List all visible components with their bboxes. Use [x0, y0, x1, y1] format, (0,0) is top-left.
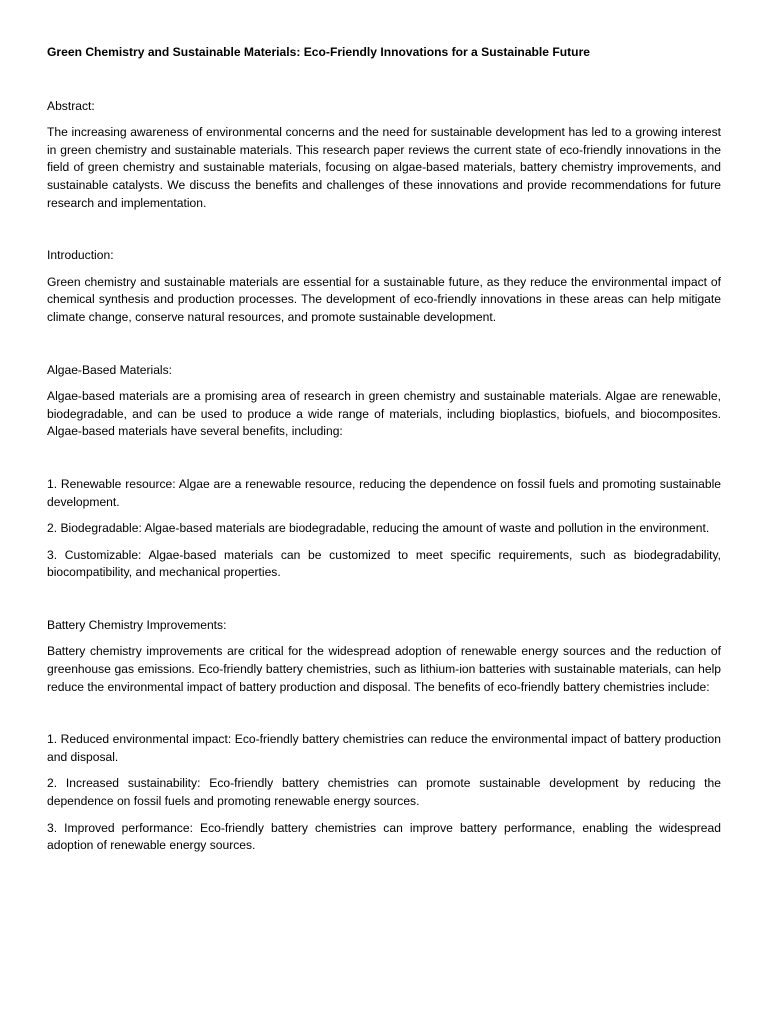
section-heading-battery: Battery Chemistry Improvements: [47, 617, 227, 632]
list-item: 2. Increased sustainability: Eco-friendly battery chemistries can promote sustainable development by reducing the dependence on fossil fuels and promoting renewable energy sources. [47, 776, 721, 809]
section-battery-chemistry [47, 617, 721, 855]
section-heading-algae: Algae-Based Materials: [47, 362, 173, 377]
section-abstract [47, 98, 721, 213]
list-item: 1. Reduced environmental impact: Eco-friendly battery chemistries can reduce the environmental impact of battery production and disposal. [47, 732, 721, 764]
section-heading-abstract: Abstract: [47, 98, 95, 113]
list-item: 3. Customizable: Algae-based materials can be customized to meet specific requirements, such as biodegradability, biocompatibility, and mechanical properties. [47, 547, 721, 580]
list-item: 2. Biodegradable: Algae-based materials are biodegradable, reducing the amount of waste and pollution in the environment. [47, 521, 710, 536]
algae-paragraph: Algae-based materials are a promising area of research in green chemistry and sustainable materials. Algae are renewable, biodegradable, and can be used to produce a wide range of materials, including bioplastics, biofuels, and biocomposites. Algae-based materials have several benefits, including: [47, 389, 721, 439]
list-item: 1. Renewable resource: Algae are a renewable resource, reducing the dependence on fossil fuels and promoting sustainable development. [47, 476, 721, 509]
section-algae-based-materials [47, 362, 721, 582]
section-heading-introduction: Introduction: [47, 248, 114, 263]
battery-paragraph: Battery chemistry improvements are critical for the widespread adoption of renewable energy sources and the reduction of greenhouse gas emissions. Eco-friendly battery chemistries, such as lithium-ion batteries with sustainable materials, can help reduce the environmental impact of battery production and disposal. The benefits of eco-friendly battery chemistries include: [47, 644, 721, 694]
document-title: Green Chemistry and Sustainable Materials: Eco-Friendly Innovations for a Sustainable Future [47, 45, 590, 59]
abstract-paragraph: The increasing awareness of environmental concerns and the need for sustainable development has led to a growing interest in green chemistry and sustainable materials. This research paper reviews the current state of eco-friendly innovations in the field of green chemistry and sustainable materials, focusing on algae-based materials, battery chemistry improvements, and sustainable catalysts. We discuss the benefits and challenges of these innovations and provide recommendations for future research and implementation. [47, 125, 721, 210]
list-item: 3. Improved performance: Eco-friendly battery chemistries can improve battery performance, enabling the widespread adoption of renewable energy sources. [47, 820, 721, 853]
introduction-paragraph: Green chemistry and sustainable materials are essential for a sustainable future, as they reduce the environmental impact of chemical synthesis and production processes. The development of eco-friendly innovations in these areas can help mitigate climate change, conserve natural resources, and promote sustainable development. [47, 274, 721, 324]
section-introduction [47, 247, 721, 326]
